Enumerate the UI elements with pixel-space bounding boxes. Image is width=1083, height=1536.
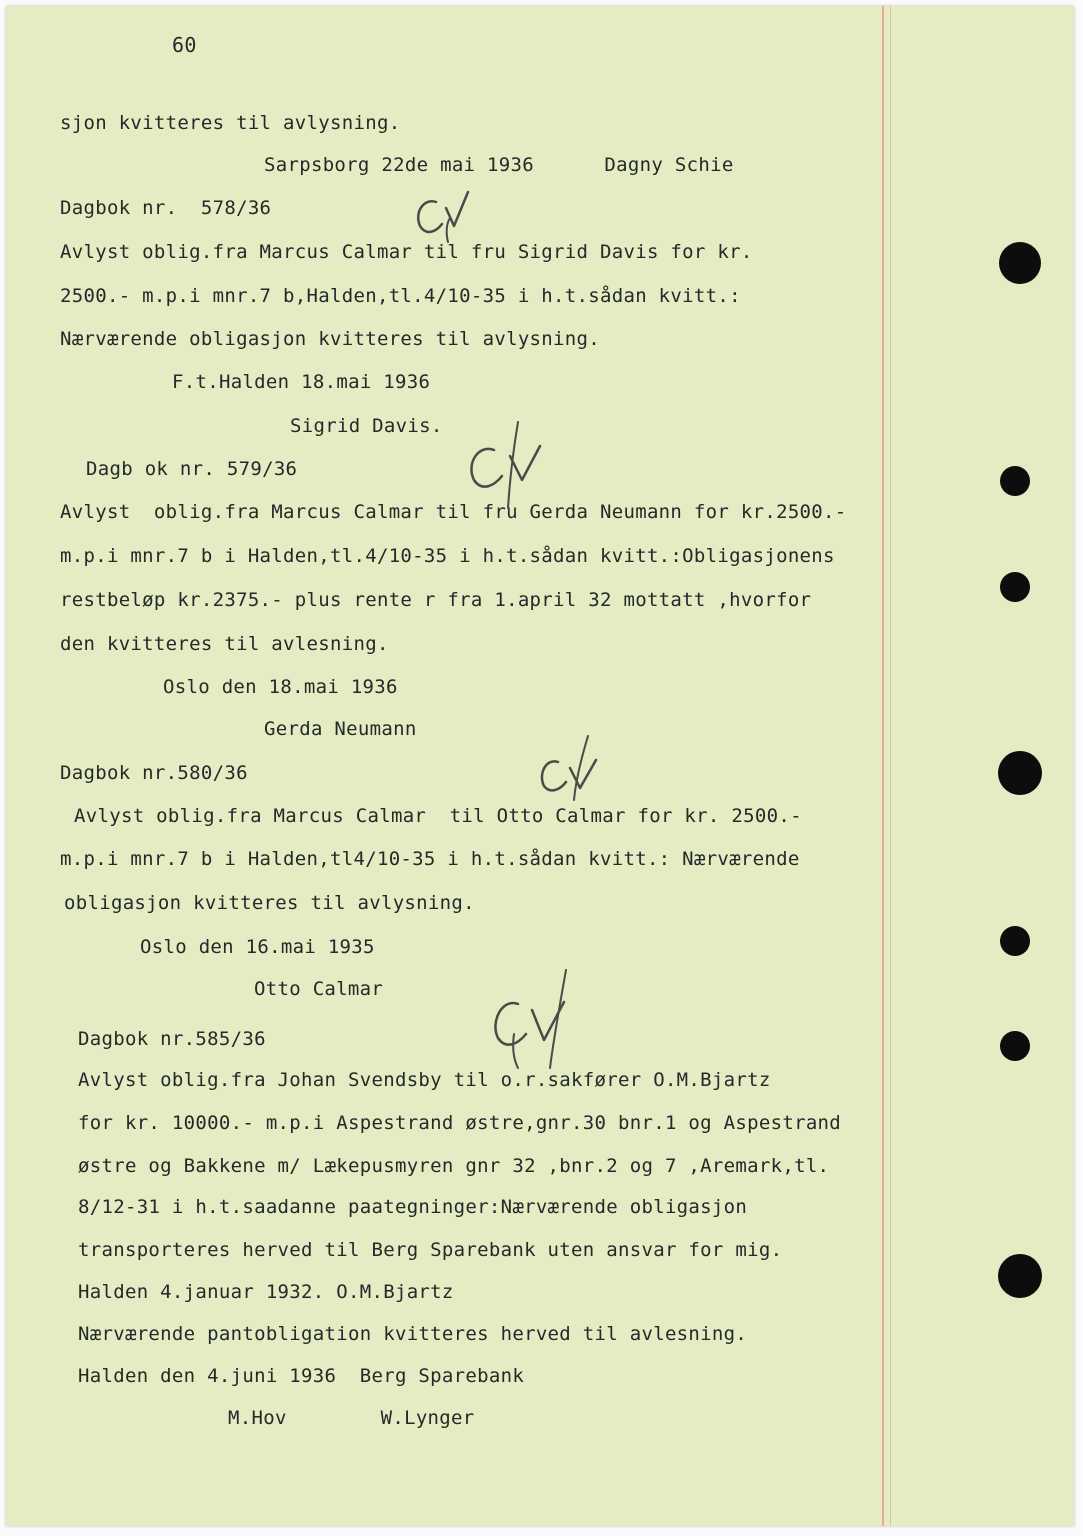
text-line: obligasjon kvitteres til avlysning. (64, 892, 475, 914)
text-line: Nærværende pantobligation kvitteres herved til avlesning. (78, 1323, 748, 1345)
page-number: 60 (172, 33, 197, 57)
text-line: østre og Bakkene m/ Lækepusmyren gnr 32 ,bnr.2 og 7 ,Aremark,tl. (78, 1155, 830, 1177)
text-line: Avlyst oblig.fra Marcus Calmar til fru Sigrid Davis for kr. (60, 241, 753, 263)
text-line: Nærværende obligasjon kvitteres til avlysning. (60, 328, 600, 350)
text-line: Halden den 4.juni 1936 Berg Sparebank (78, 1365, 525, 1387)
text-line: Dagbok nr.580/36 (60, 762, 248, 784)
text-line: Gerda Neumann (264, 718, 417, 740)
handwritten-initials (532, 728, 622, 808)
text-line: Avlyst oblig.fra Johan Svendsby til o.r.sakfører O.M.Bjartz (78, 1069, 771, 1091)
margin-rule (882, 6, 884, 1526)
text-line: Avlyst oblig.fra Marcus Calmar til fru Gerda Neumann for kr.2500.- (60, 501, 847, 523)
text-line: Dagbok nr. 578/36 (60, 197, 272, 219)
text-line: restbeløp kr.2375.- plus rente r fra 1.april 32 mottatt ,hvorfor (60, 589, 812, 611)
punch-hole (1000, 926, 1030, 956)
text-line: F.t.Halden 18.mai 1936 (172, 371, 431, 393)
margin-rule-secondary (890, 6, 891, 1526)
text-line: M.Hov W.Lynger (228, 1407, 475, 1429)
punch-hole (1000, 466, 1030, 496)
text-line: transporteres herved til Berg Sparebank uten ansvar for mig. (78, 1239, 783, 1261)
document-page (6, 6, 1074, 1526)
text-line: den kvitteres til avlesning. (60, 633, 389, 655)
text-line: Halden 4.januar 1932. O.M.Bjartz (78, 1281, 454, 1303)
text-line: Otto Calmar (254, 978, 384, 1000)
text-line: 8/12-31 i h.t.saadanne paategninger:Nærværende obligasjon (78, 1196, 748, 1218)
text-line: m.p.i mnr.7 b i Halden,tl4/10-35 i h.t.sådan kvitt.: Nærværende (60, 848, 800, 870)
text-line: 2500.- m.p.i mnr.7 b,Halden,tl.4/10-35 i h.t.sådan kvitt.: (60, 285, 741, 307)
punch-hole (999, 242, 1041, 284)
punch-hole (1000, 572, 1030, 602)
text-line: Sigrid Davis. (290, 415, 443, 437)
handwritten-initials (460, 416, 570, 516)
handwritten-initials (406, 184, 496, 254)
text-line: Avlyst oblig.fra Marcus Calmar til Otto Calmar for kr. 2500.- (74, 805, 802, 827)
text-line: Oslo den 16.mai 1935 (140, 936, 375, 958)
punch-hole (998, 751, 1042, 795)
punch-hole (998, 1254, 1042, 1298)
text-line: sjon kvitteres til avlysning. (60, 112, 401, 134)
handwritten-initials (484, 964, 594, 1074)
text-line: m.p.i mnr.7 b i Halden,tl.4/10-35 i h.t.sådan kvitt.:Obligasjonens (60, 545, 835, 567)
text-line: Oslo den 18.mai 1936 (163, 676, 398, 698)
text-line: for kr. 10000.- m.p.i Aspestrand østre,gnr.30 bnr.1 og Aspestrand (78, 1112, 842, 1134)
text-line: Sarpsborg 22de mai 1936 Dagny Schie (264, 154, 734, 176)
text-line: Dagb ok nr. 579/36 (86, 458, 298, 480)
text-line: Dagbok nr.585/36 (78, 1028, 266, 1050)
punch-hole (1000, 1031, 1030, 1061)
